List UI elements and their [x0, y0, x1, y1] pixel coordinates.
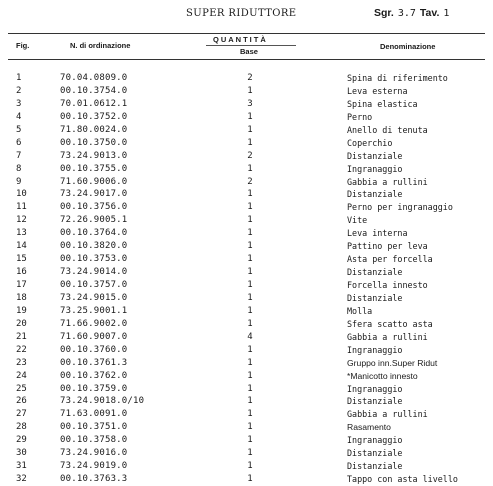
- fig-cell: 1: [16, 73, 22, 83]
- page-title: SUPER RIDUTTORE: [186, 8, 297, 19]
- column-header-base: Base: [240, 47, 258, 56]
- quantity-cell: 1: [247, 305, 253, 316]
- ordinazione-cell: 71.60.9006.0: [60, 176, 128, 187]
- table-row: [0, 305, 493, 318]
- quantita-rule: [206, 45, 296, 46]
- quantity-cell: 1: [247, 448, 253, 459]
- ordinazione-cell: 00.10.3759.0: [60, 383, 128, 394]
- fig-cell: 13: [16, 228, 27, 239]
- quantity-cell: 1: [247, 383, 253, 394]
- fig-cell: 8: [16, 163, 22, 174]
- quantity-cell: 1: [247, 215, 253, 226]
- ordinazione-cell: 00.10.3755.0: [60, 163, 128, 174]
- table-row: [0, 408, 493, 421]
- denominazione-cell: Molla: [347, 305, 373, 316]
- quantity-cell: 1: [247, 163, 253, 174]
- fig-cell: 14: [16, 241, 27, 252]
- quantity-cell: 1: [247, 344, 253, 355]
- fig-cell: 4: [16, 111, 22, 122]
- ordinazione-cell: 00.10.3760.0: [60, 344, 128, 355]
- denominazione-cell: Asta per forcella: [347, 254, 433, 265]
- ordinazione-cell: 73.24.9015.0: [60, 292, 128, 303]
- fig-cell: 31: [16, 461, 27, 472]
- fig-cell: 6: [16, 137, 22, 148]
- denominazione-cell: Perno per ingranaggio: [347, 202, 453, 213]
- ordinazione-cell: 00.10.3763.3: [60, 474, 128, 485]
- quantity-cell: 1: [247, 254, 253, 265]
- fig-cell: 12: [16, 215, 27, 226]
- quantity-cell: 1: [247, 357, 253, 368]
- fig-cell: 20: [16, 318, 27, 329]
- table-row: [0, 292, 493, 305]
- quantity-cell: 1: [247, 111, 253, 122]
- table-row: [0, 124, 493, 137]
- denominazione-cell: Ingranaggio: [347, 435, 403, 446]
- denominazione-cell: Gabbia a rullini: [347, 409, 428, 420]
- quantity-cell: 1: [247, 422, 253, 433]
- quantity-cell: 1: [247, 318, 253, 329]
- tav-label: Tav.: [419, 7, 440, 19]
- quantity-cell: 1: [247, 396, 253, 407]
- table-row: [0, 111, 493, 124]
- ordinazione-cell: 00.10.3753.0: [60, 254, 128, 265]
- table-row: [0, 98, 493, 111]
- quantity-cell: 1: [247, 370, 253, 381]
- denominazione-cell: Tappo con asta livello: [347, 474, 458, 485]
- table-row: [0, 214, 493, 227]
- fig-cell: 23: [16, 357, 27, 368]
- quantity-cell: 2: [247, 73, 253, 83]
- quantity-cell: 1: [247, 228, 253, 239]
- quantity-cell: 1: [247, 474, 253, 485]
- table-row: [0, 85, 493, 98]
- denominazione-cell: Distanziale: [347, 461, 403, 472]
- quantity-cell: 1: [247, 202, 253, 213]
- quantity-cell: 1: [247, 267, 253, 278]
- ordinazione-cell: 71.63.0091.0: [60, 409, 128, 420]
- ordinazione-cell: 70.01.0612.1: [60, 98, 128, 109]
- quantity-cell: 1: [247, 409, 253, 420]
- table-row: [0, 318, 493, 331]
- ordinazione-cell: 00.10.3751.0: [60, 422, 128, 433]
- fig-cell: 24: [16, 370, 27, 381]
- sheet-reference: [374, 7, 453, 19]
- denominazione-cell: Distanziale: [347, 150, 403, 161]
- quantity-cell: 1: [247, 241, 253, 252]
- denominazione-cell: Distanziale: [347, 396, 403, 407]
- quantity-cell: 1: [247, 124, 253, 135]
- table-row: [0, 253, 493, 266]
- ordinazione-cell: 00.10.3764.0: [60, 228, 128, 239]
- quantity-cell: 3: [247, 98, 253, 109]
- ordinazione-cell: 00.10.3758.0: [60, 435, 128, 446]
- fig-cell: 18: [16, 292, 27, 303]
- column-header-quantita: QUANTITÀ: [213, 35, 268, 44]
- denominazione-cell: Perno: [347, 111, 373, 122]
- quantity-cell: 1: [247, 461, 253, 472]
- ordinazione-cell: 73.25.9001.1: [60, 305, 128, 316]
- fig-cell: 16: [16, 267, 27, 278]
- column-header-denominazione: Denominazione: [380, 42, 436, 51]
- fig-cell: 9: [16, 176, 22, 187]
- denominazione-cell: Gruppo inn.Super Ridut: [347, 357, 438, 368]
- table-row: [0, 279, 493, 292]
- table-row: [0, 150, 493, 163]
- fig-cell: 29: [16, 435, 27, 446]
- quantity-cell: 2: [247, 176, 253, 187]
- quantity-cell: 1: [247, 280, 253, 290]
- ordinazione-cell: 71.80.0024.0: [60, 124, 128, 135]
- denominazione-cell: Gabbia a rullini: [347, 331, 428, 342]
- table-row: [0, 331, 493, 344]
- fig-cell: 21: [16, 331, 27, 342]
- denominazione-cell: Coperchio: [347, 137, 393, 148]
- denominazione-cell: Leva esterna: [347, 85, 408, 96]
- parts-table: [0, 72, 493, 486]
- table-row: [0, 240, 493, 253]
- quantity-cell: 1: [247, 292, 253, 303]
- fig-cell: 10: [16, 189, 27, 200]
- denominazione-cell: Ingranaggio: [347, 383, 403, 394]
- denominazione-cell: Ingranaggio: [347, 344, 403, 355]
- table-row: [0, 473, 493, 486]
- quantity-cell: 1: [247, 85, 253, 96]
- table-row: [0, 176, 493, 189]
- table-row: [0, 421, 493, 434]
- denominazione-cell: Pattino per leva: [347, 241, 428, 252]
- table-row: [0, 395, 493, 408]
- table-row: [0, 370, 493, 383]
- denominazione-cell: Gabbia a rullini: [347, 176, 428, 187]
- table-row: [0, 344, 493, 357]
- ordinazione-cell: 71.66.9002.0: [60, 318, 128, 329]
- fig-cell: 11: [16, 202, 27, 213]
- quantity-cell: 1: [247, 137, 253, 148]
- fig-cell: 27: [16, 409, 27, 420]
- table-row: [0, 434, 493, 447]
- denominazione-cell: Distanziale: [347, 189, 403, 200]
- table-row: [0, 357, 493, 370]
- tav-value: 1: [443, 8, 450, 19]
- ordinazione-cell: 00.10.3820.0: [60, 241, 128, 252]
- table-row: [0, 227, 493, 240]
- denominazione-cell: Sfera scatto asta: [347, 318, 433, 329]
- ordinazione-cell: 00.10.3757.0: [60, 280, 128, 290]
- denominazione-cell: Ingranaggio: [347, 163, 403, 174]
- fig-cell: 19: [16, 305, 27, 316]
- denominazione-cell: Distanziale: [347, 292, 403, 303]
- fig-cell: 22: [16, 344, 27, 355]
- fig-cell: 17: [16, 280, 27, 290]
- column-header-fig: Fig.: [16, 41, 30, 50]
- ordinazione-cell: 70.04.0809.0: [60, 73, 128, 83]
- table-row: [0, 137, 493, 150]
- table-row: [0, 72, 493, 85]
- table-row: [0, 460, 493, 473]
- table-row: [0, 188, 493, 201]
- denominazione-cell: Spina di riferimento: [347, 73, 448, 83]
- fig-cell: 32: [16, 474, 27, 485]
- ordinazione-cell: 00.10.3754.0: [60, 85, 128, 96]
- denominazione-cell: *Manicotto innesto: [347, 370, 418, 381]
- denominazione-cell: Rasamento: [347, 422, 391, 433]
- sgr-value: 3.7: [397, 8, 416, 19]
- header-bottom-rule: [8, 59, 485, 60]
- ordinazione-cell: 00.10.3750.0: [60, 137, 128, 148]
- fig-cell: 25: [16, 383, 27, 394]
- ordinazione-cell: 71.60.9007.0: [60, 331, 128, 342]
- ordinazione-cell: 73.24.9013.0: [60, 150, 128, 161]
- table-row: [0, 383, 493, 396]
- table-row: [0, 163, 493, 176]
- table-row: [0, 201, 493, 214]
- denominazione-cell: Distanziale: [347, 267, 403, 278]
- sgr-label: Sgr.: [374, 7, 394, 19]
- fig-cell: 7: [16, 150, 22, 161]
- ordinazione-cell: 73.24.9017.0: [60, 189, 128, 200]
- denominazione-cell: Leva interna: [347, 228, 408, 239]
- ordinazione-cell: 73.24.9014.0: [60, 267, 128, 278]
- denominazione-cell: Anello di tenuta: [347, 124, 428, 135]
- fig-cell: 5: [16, 124, 22, 135]
- ordinazione-cell: 73.24.9019.0: [60, 461, 128, 472]
- ordinazione-cell: 00.10.3761.3: [60, 357, 128, 368]
- ordinazione-cell: 73.24.9018.0/10: [60, 396, 145, 407]
- fig-cell: 30: [16, 448, 27, 459]
- table-row: [0, 447, 493, 460]
- quantity-cell: 2: [247, 150, 253, 161]
- denominazione-cell: Distanziale: [347, 448, 403, 459]
- table-row: [0, 266, 493, 279]
- header-top-rule: [8, 33, 485, 34]
- fig-cell: 3: [16, 98, 22, 109]
- fig-cell: 15: [16, 254, 27, 265]
- denominazione-cell: Vite: [347, 215, 368, 226]
- denominazione-cell: Spina elastica: [347, 98, 418, 109]
- column-header-ordinazione: N. di ordinazione: [70, 41, 131, 50]
- ordinazione-cell: 72.26.9005.1: [60, 215, 128, 226]
- quantity-cell: 1: [247, 189, 253, 200]
- ordinazione-cell: 73.24.9016.0: [60, 448, 128, 459]
- ordinazione-cell: 00.10.3762.0: [60, 370, 128, 381]
- ordinazione-cell: 00.10.3752.0: [60, 111, 128, 122]
- fig-cell: 28: [16, 422, 27, 433]
- fig-cell: 26: [16, 396, 27, 407]
- denominazione-cell: Forcella innesto: [347, 280, 428, 290]
- quantity-cell: 1: [247, 435, 253, 446]
- ordinazione-cell: 00.10.3756.0: [60, 202, 128, 213]
- fig-cell: 2: [16, 85, 22, 96]
- quantity-cell: 4: [247, 331, 253, 342]
